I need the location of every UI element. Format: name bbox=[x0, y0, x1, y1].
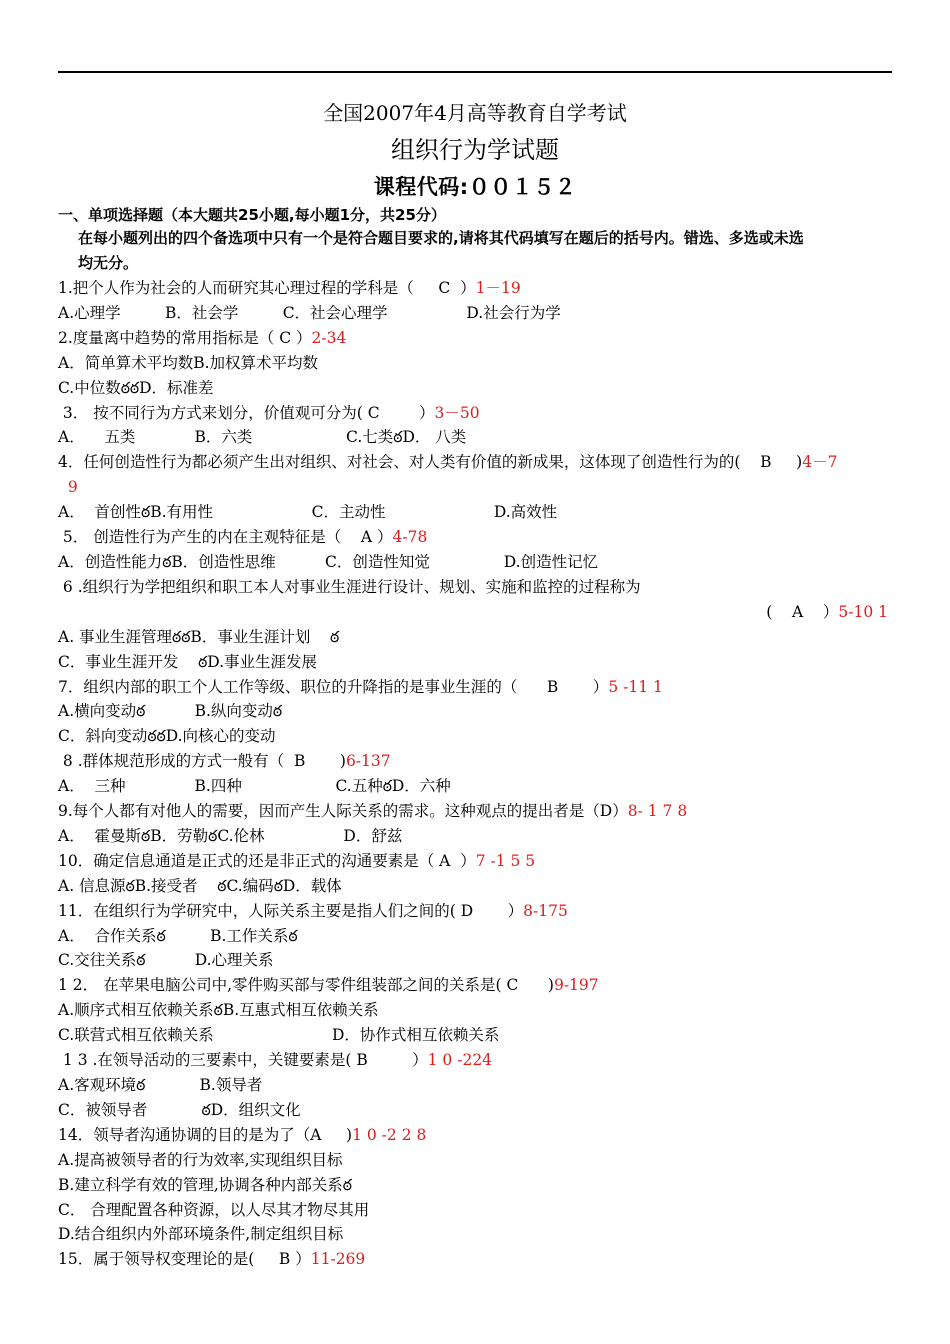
question-text: 8 .群体规范形成的方式一般有（ B ) bbox=[58, 752, 346, 771]
question-line bbox=[58, 575, 892, 600]
question-line bbox=[58, 948, 892, 973]
question-line bbox=[58, 525, 892, 550]
question-text: 5． 创造性行为产生的内在主观特征是（ A ） bbox=[58, 528, 393, 547]
course-code: 课程代码:００１５２ bbox=[373, 175, 577, 199]
question-text: C.联营式相互依赖关系 D．协作式相互依赖关系 bbox=[58, 1026, 500, 1045]
section-instruction-line1: 在每小题列出的四个备选项中只有一个是符合题目要求的,请将其代码填写在题后的括号内。错选、多选或未选 bbox=[78, 229, 804, 247]
question-line bbox=[58, 749, 892, 774]
question-text: A．创造性能力ఠB．创造性思维 C．创造性知觉 D.创造性记忆 bbox=[58, 552, 599, 571]
page-reference: 8- 1 7 8 bbox=[627, 802, 688, 821]
question-line bbox=[58, 450, 892, 475]
question-text: A. 事业生涯管理ఠఠB．事业生涯计划 ఠ bbox=[58, 627, 340, 646]
page-reference: 6-137 bbox=[345, 752, 391, 771]
question-text bbox=[58, 478, 68, 496]
question-text: ( A ） bbox=[766, 602, 839, 621]
question-line bbox=[58, 1247, 892, 1272]
question-text: 1 3 .在领导活动的三要素中，关键要素是( B ） bbox=[58, 1051, 428, 1070]
page-reference: 9-197 bbox=[553, 976, 599, 995]
question-line bbox=[58, 1073, 892, 1098]
question-line bbox=[58, 326, 892, 351]
question-line bbox=[58, 351, 892, 376]
question-text: C.中位数ఠఠD．标准差 bbox=[58, 378, 214, 397]
question-text: A.心理学 B．社会学 C．社会心理学 D.社会行为学 bbox=[58, 303, 561, 322]
question-text: 10．确定信息通道是正式的还是非正式的沟通要素是（ A ） bbox=[58, 851, 476, 870]
page-reference: 5-10 1 bbox=[838, 602, 888, 621]
question-text: A.客观环境ఠ B.领导者 bbox=[58, 1076, 263, 1094]
question-line bbox=[58, 849, 892, 874]
question-text: 3． 按不同行为方式来划分，价值观可分为( C ） bbox=[58, 403, 435, 422]
page-reference: 4-78 bbox=[392, 528, 428, 547]
question-line bbox=[58, 401, 892, 426]
question-line bbox=[58, 1148, 892, 1173]
header-rule bbox=[58, 71, 892, 73]
question-line bbox=[58, 899, 892, 924]
question-list bbox=[58, 276, 892, 1272]
question-text: C． 合理配置各种资源，以人尽其才物尽其用 bbox=[58, 1200, 370, 1219]
question-text: A.横向变动ఠ B.纵向变动ఠ bbox=[58, 702, 283, 721]
question-line bbox=[58, 1123, 892, 1148]
question-text: A． 首创性ఠB.有用性 C．主动性 D.高效性 bbox=[58, 503, 558, 522]
question-text: 2.度量离中趋势的常用指标是（ C ） bbox=[58, 328, 312, 347]
question-text: A．简单算术平均数B.加权算术平均数 bbox=[58, 353, 319, 372]
question-line bbox=[58, 1048, 892, 1073]
question-text: 15．属于领导权变理论的是( B ） bbox=[58, 1250, 311, 1269]
question-text: A.提高被领导者的行为效率,实现组织目标 bbox=[58, 1150, 343, 1169]
question-line bbox=[58, 699, 892, 724]
question-line bbox=[58, 425, 892, 450]
question-text: A.顺序式相互依赖关系ఠB.互惠式相互依赖关系 bbox=[58, 1001, 379, 1020]
section-instruction-line2: 均无分。 bbox=[78, 254, 139, 272]
question-line bbox=[58, 973, 892, 998]
exam-title: 全国2007年4月高等教育自学考试 bbox=[323, 101, 627, 125]
page-reference: 8-175 bbox=[523, 901, 568, 920]
question-line bbox=[58, 500, 892, 525]
question-text: 7．组织内部的职工个人工作等级、职位的升降指的是事业生涯的（ B ） bbox=[58, 677, 609, 696]
page-reference: 1 0 -224 bbox=[427, 1051, 493, 1070]
page-reference: 2-34 bbox=[311, 328, 347, 347]
question-line bbox=[58, 276, 892, 301]
question-text: C．被领导者 ఠD．组织文化 bbox=[58, 1100, 301, 1119]
question-line bbox=[58, 1023, 892, 1048]
document-page bbox=[58, 96, 892, 1272]
question-line bbox=[58, 625, 892, 650]
question-text: 6 .组织行为学把组织和职工本人对事业生涯进行设计、规划、实施和监控的过程称为 bbox=[58, 577, 641, 596]
question-text: A. 信息源ఠB.接受者 ఠC.编码ఠD．载体 bbox=[58, 876, 342, 895]
question-line bbox=[58, 799, 892, 824]
question-line bbox=[58, 1222, 892, 1247]
question-line bbox=[58, 1098, 892, 1123]
question-line bbox=[58, 774, 892, 799]
page-reference: 3－50 bbox=[434, 403, 480, 422]
page-reference: 11-269 bbox=[310, 1250, 366, 1269]
page-reference: 9 bbox=[67, 478, 78, 497]
question-text: 1 2． 在苹果电脑公司中,零件购买部与零件组装部之间的关系是( C ) bbox=[58, 976, 554, 995]
question-line bbox=[58, 998, 892, 1023]
question-text: 14．领导者沟通协调的目的是为了（A ) bbox=[58, 1125, 353, 1144]
question-line bbox=[58, 1173, 892, 1198]
question-text: A． 五类 B．六类 C.七类ఠD． 八类 bbox=[58, 428, 467, 447]
question-text: A． 合作关系ఠ B.工作关系ఠ bbox=[58, 926, 298, 945]
question-line bbox=[58, 724, 892, 749]
question-line bbox=[58, 376, 892, 401]
subject-title: 组织行为学试题 bbox=[391, 136, 559, 164]
question-line bbox=[58, 475, 892, 500]
question-line bbox=[58, 824, 892, 849]
question-text: 1.把个人作为社会的人而研究其心理过程的学科是（ C ） bbox=[58, 279, 476, 297]
question-line bbox=[58, 874, 892, 899]
question-text: C．斜向变动ఠఠD.向核心的变动 bbox=[58, 727, 276, 746]
question-line bbox=[58, 675, 892, 700]
question-text: C．事业生涯开发 ఠD.事业生涯发展 bbox=[58, 652, 318, 671]
question-text: C.交往关系ఠ D.心理关系 bbox=[58, 951, 274, 970]
question-text: A． 三种 B.四种 C.五种ఠD．六种 bbox=[58, 777, 451, 796]
question-line bbox=[58, 924, 892, 949]
question-text: 11．在组织行为学研究中，人际关系主要是指人们之间的( D ） bbox=[58, 901, 524, 920]
page-reference: 1－19 bbox=[475, 279, 521, 297]
page-reference: 1 0 -2 2 8 bbox=[352, 1125, 427, 1144]
question-line bbox=[58, 301, 892, 326]
page-reference: 7 -1 5 5 bbox=[475, 851, 536, 870]
question-line bbox=[58, 550, 892, 575]
page-reference: 5 -11 1 bbox=[608, 677, 663, 696]
question-line bbox=[58, 650, 892, 675]
section-heading: 一、单项选择题（本大题共25小题,每小题1分，共25分） bbox=[58, 206, 446, 224]
question-text: B.建立科学有效的管理,协调各种内部关系ఠ bbox=[58, 1175, 352, 1194]
question-text: 4．任何创造性行为都必须产生出对组织、对社会、对人类有价值的新成果，这体现了创造性行为的( B ) bbox=[58, 453, 803, 472]
page-reference: 4－7 bbox=[802, 453, 838, 472]
question-text: D.结合组织内外部环境条件,制定组织目标 bbox=[58, 1225, 344, 1244]
question-text: A． 霍曼斯ఠB．劳勒ఠC.伦林 D．舒兹 bbox=[58, 826, 403, 845]
question-text: 9.每个人都有对他人的需要，因而产生人际关系的需求。这种观点的提出者是（D） bbox=[58, 802, 628, 821]
question-line bbox=[58, 600, 892, 625]
question-line bbox=[58, 1198, 892, 1223]
